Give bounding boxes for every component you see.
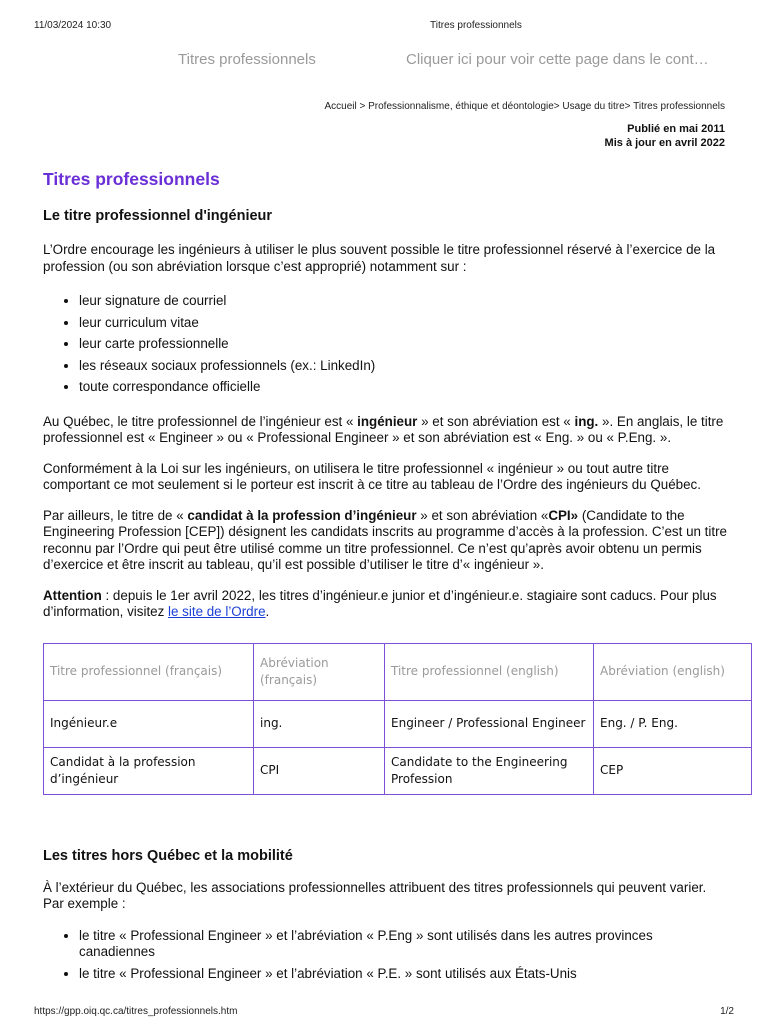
table-header: Abréviation (english) [594, 643, 752, 700]
updated-date: Mis à jour en avril 2022 [604, 137, 725, 149]
attention-paragraph: Attention : depuis le 1er avril 2022, les titres d’ingénieur.e junior et d’ingénieur.e. stagiaire sont caducs. Pour plus d’information, visitez le site de l’Ordre. [43, 587, 717, 619]
table-header: Abréviation (français) [254, 643, 385, 700]
table-cell: Engineer / Professional Engineer [385, 700, 594, 747]
usage-list [43, 290, 727, 398]
publication-info [605, 122, 725, 150]
list-item: • leur signature de courriel [79, 290, 727, 312]
page-url: https://gpp.oiq.qc.ca/titres_professionnels.htm [34, 1006, 238, 1017]
print-title: Titres professionnels [430, 20, 522, 31]
table-cell: Candidate to the Engineering Profession [385, 747, 594, 794]
published-date: Publié en mai 2011 [627, 123, 725, 135]
page-number: 1/2 [720, 1006, 734, 1017]
outside-quebec-paragraph: À l’extérieur du Québec, les associations professionnelles attribuent des titres professionnels qui peuvent varier. Par exemple : [43, 879, 707, 911]
titles-table [43, 643, 752, 795]
table-cell: ing. [254, 700, 385, 747]
page-title: Titres professionnels [43, 169, 220, 189]
table-row [44, 700, 752, 747]
table-header: Titre professionnel (english) [385, 643, 594, 700]
tab-title[interactable]: Titres professionnels [178, 51, 316, 68]
law-paragraph: Conformément à la Loi sur les ingénieurs, on utilisera le titre professionnel « ingénieur » ou tout autre titre comportant ce mot seulement si le porteur est inscrit à ce titre au tableau de l’Ordre des ingénieurs du Québec. [43, 460, 701, 492]
breadcrumb[interactable]: Accueil > Professionnalisme, éthique et déontologie> Usage du titre> Titres professionnels [324, 101, 725, 112]
print-datetime: 11/03/2024 10:30 [34, 20, 112, 31]
ordre-site-link[interactable]: le site de l’Ordre [168, 604, 266, 619]
context-link[interactable]: Cliquer ici pour voir cette page dans le cont… [406, 51, 709, 68]
intro-paragraph: L’Ordre encourage les ingénieurs à utiliser le plus souvent possible le titre professionnel réservé à l’exercice de la profession (ou son abréviation lorsque c’est approprié) notamment sur : [43, 242, 716, 274]
table-cell: Eng. / P. Eng. [594, 700, 752, 747]
table-row [44, 747, 752, 794]
section-heading-ingenieur: Le titre professionnel d'ingénieur [43, 208, 273, 224]
table-cell: CPI [254, 747, 385, 794]
cpi-paragraph: Par ailleurs, le titre de « candidat à la profession d’ingénieur » et son abréviation «CPI» (Candidate to the Engineering Profession [CEP]) désignent les candidats inscrits au programme d’accès à la profession. C’est un titre reconnu par l’Ordre qui peut être utilisé comme un titre professionnel. Ce n’est qu’après avoir obtenu un permis d’exercice et être inscrit au tableau, qu’il est possible d’utiliser le titre d’« ingénieur ». [43, 507, 728, 572]
section-heading-mobilite: Les titres hors Québec et la mobilité [43, 847, 293, 864]
outside-list [43, 928, 727, 983]
list-item: • toute correspondance officielle [79, 376, 727, 398]
list-item: • le titre « Professional Engineer » et l’abréviation « P.E. » sont utilisés aux États-Unis [79, 966, 727, 983]
quebec-title-paragraph: Au Québec, le titre professionnel de l’ingénieur est « ingénieur » et son abréviation est « ing. ». En anglais, le titre professionnel est « Engineer » ou « Professional Engineer » et son abréviation est « Eng. » ou « P.Eng. ». [43, 413, 724, 445]
table-cell: CEP [594, 747, 752, 794]
list-item: • les réseaux sociaux professionnels (ex.: LinkedIn) [79, 355, 727, 377]
table-header-row [44, 643, 752, 700]
list-item: • le titre « Professional Engineer » et l’abréviation « P.Eng » sont utilisés dans les autres provinces canadiennes [79, 928, 727, 961]
table-header: Titre professionnel (français) [44, 643, 254, 700]
list-item: • leur curriculum vitae [79, 312, 727, 334]
list-item: • leur carte professionnelle [79, 333, 727, 355]
table-cell: Ingénieur.e [44, 700, 254, 747]
table-cell: Candidat à la profession d’ingénieur [44, 747, 254, 794]
main-content [43, 168, 727, 982]
